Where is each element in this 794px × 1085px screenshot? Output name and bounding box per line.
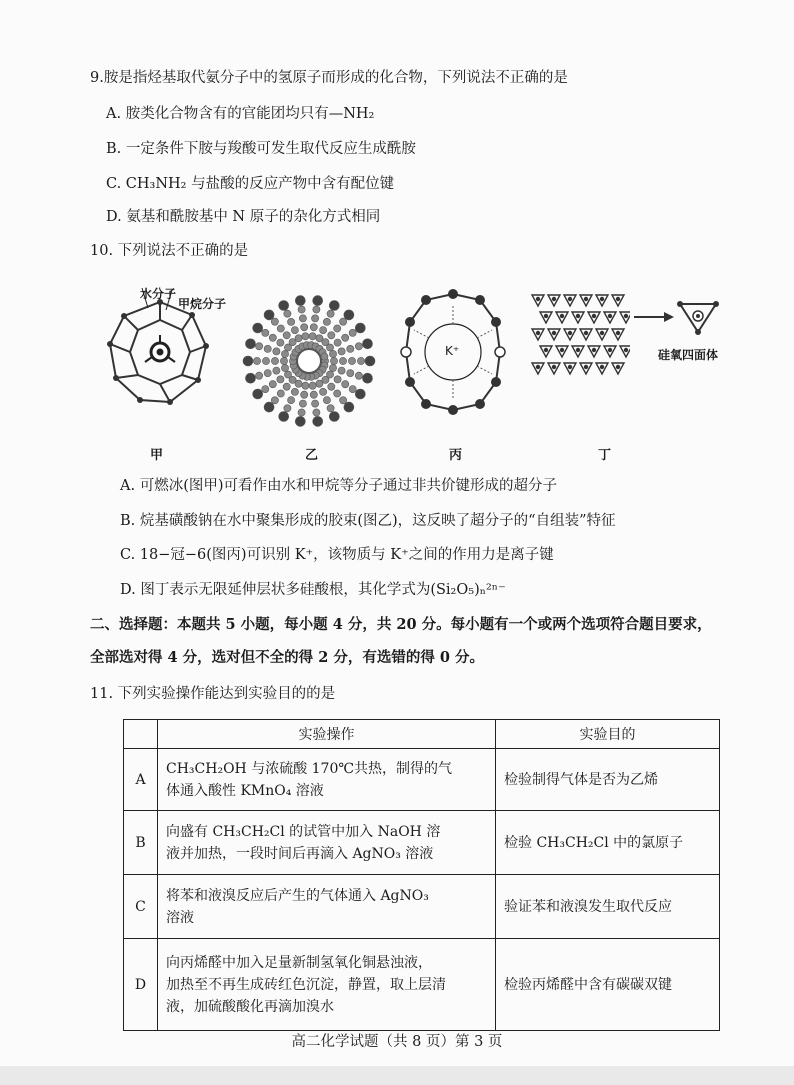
- micelle-molecule-bead: [338, 348, 345, 355]
- micelle-molecule-bead: [277, 325, 284, 332]
- micelle-molecule-bead: [269, 381, 276, 388]
- micelle-molecule-bead: [281, 364, 288, 371]
- silicon-atom: [568, 331, 572, 335]
- silicon-atom: [592, 314, 596, 318]
- micelle-molecule-bead: [363, 373, 373, 383]
- scan-bottom-edge: [0, 1066, 794, 1085]
- micelle-molecule-bead: [313, 416, 323, 426]
- silicon-atom: [600, 297, 604, 301]
- figure-ding-silicate: [530, 292, 630, 382]
- micelle-molecule-bead: [357, 357, 364, 364]
- micelle-molecule-bead: [363, 339, 373, 349]
- micelle-molecule-bead: [277, 339, 284, 346]
- table-header-operation: 实验操作: [158, 720, 496, 749]
- silicon-atom: [584, 297, 588, 301]
- silicon-atom: [536, 297, 540, 301]
- silicon-atom: [600, 365, 604, 369]
- q9-option-c: C. CH₃NH₂ 与盐酸的反应产物中含有配位键: [106, 176, 395, 192]
- micelle-molecule-bead: [355, 343, 362, 350]
- micelle-molecule-bead: [283, 332, 290, 339]
- micelle-molecule-bead: [298, 306, 305, 313]
- micelle-molecule-bead: [302, 382, 309, 389]
- micelle-molecule-bead: [309, 382, 316, 389]
- water-molecule-label: 水分子: [140, 287, 177, 301]
- micelle-molecule-bead: [284, 310, 291, 317]
- micelle-molecule-bead: [313, 306, 320, 313]
- silicon-atom: [576, 314, 580, 318]
- row-operation-line: 液，加硫酸酸化再滴加溴水: [166, 998, 334, 1015]
- q9-option-a: A. 胺类化合物含有的官能团均只有—NH₂: [106, 106, 375, 122]
- row-option: B: [124, 811, 158, 875]
- silicon-atom: [560, 314, 564, 318]
- silicon-atom: [536, 365, 540, 369]
- silicon-atom: [552, 365, 556, 369]
- micelle-molecule-bead: [273, 367, 280, 374]
- micelle-molecule-bead: [316, 380, 323, 387]
- micelle-molecule-bead: [328, 383, 335, 390]
- micelle-molecule-bead: [327, 405, 334, 412]
- silica-tetrahedron-label: 硅氧四面体: [658, 348, 719, 362]
- micelle-molecule-bead: [262, 357, 269, 364]
- micelle-molecule-bead: [264, 370, 271, 377]
- micelle-molecule-bead: [269, 334, 276, 341]
- micelle-molecule-bead: [256, 372, 263, 379]
- silicon-atom: [592, 348, 596, 352]
- row-operation-line: 将苯和液溴反应后产生的气体通入 AgNO₃: [166, 887, 429, 904]
- q9-option-d: D. 氨基和酰胺基中 N 原子的杂化方式相同: [106, 209, 381, 225]
- row-option: A: [124, 749, 158, 811]
- micelle-molecule-bead: [280, 357, 287, 364]
- micelle-molecule-bead: [295, 416, 305, 426]
- micelle-molecule-bead: [327, 310, 334, 317]
- table-row: [124, 939, 720, 1031]
- micelle-molecule-bead: [279, 301, 289, 311]
- silicon-atom: [624, 314, 628, 318]
- micelle-molecule-bead: [334, 339, 341, 346]
- silicon-atom: [568, 297, 572, 301]
- micelle-molecule-bead: [243, 356, 253, 366]
- micelle-molecule-bead: [320, 327, 327, 334]
- micelle-molecule-bead: [295, 296, 305, 306]
- micelle-molecule-bead: [288, 318, 295, 325]
- micelle-molecule-bead: [342, 334, 349, 341]
- q10-stem: 10. 下列说法不正确的是: [90, 243, 249, 259]
- q11-stem: 11. 下列实验操作能达到实验目的的是: [90, 686, 336, 702]
- q10-option-a: A. 可燃冰(图甲)可看作由水和甲烷等分子通过非共价键形成的超分子: [120, 478, 558, 494]
- micelle-molecule-bead: [355, 323, 365, 333]
- micelle-molecule-bead: [295, 335, 302, 342]
- row-operation-line: 体通入酸性 KMnO₄ 溶液: [166, 782, 324, 799]
- silicon-atom: [552, 297, 556, 301]
- silicon-atom: [536, 331, 540, 335]
- micelle-molecule-bead: [271, 397, 278, 404]
- row-operation: [158, 749, 496, 811]
- micelle-molecule-bead: [256, 343, 263, 350]
- micelle-molecule-bead: [262, 386, 269, 393]
- micelle-molecule-bead: [329, 301, 339, 311]
- micelle-molecule-bead: [321, 353, 328, 360]
- experiment-table: [123, 719, 720, 1031]
- micelle-molecule-bead: [348, 357, 355, 364]
- table-header-goal: 实验目的: [496, 720, 720, 749]
- micelle-molecule-bead: [277, 376, 284, 383]
- micelle-molecule-bead: [264, 310, 274, 320]
- table-row: [124, 811, 720, 875]
- silicon-atom: [608, 348, 612, 352]
- micelle-molecule-bead: [264, 345, 271, 352]
- k-plus-label: K⁺: [445, 344, 460, 358]
- row-operation: [158, 939, 496, 1031]
- micelle-molecule-bead: [271, 318, 278, 325]
- micelle-molecule-bead: [329, 412, 339, 422]
- micelle-molecule-bead: [340, 397, 347, 404]
- micelle-molecule-bead: [334, 325, 341, 332]
- row-operation-line: 加热至不再生成砖红色沉淀，静置，取上层清: [166, 976, 446, 993]
- q10-option-b: B. 烷基磺酸钠在水中聚集形成的胶束(图乙)，这反映了超分子的“自组装”特征: [120, 513, 616, 529]
- micelle-molecule-bead: [273, 348, 280, 355]
- silicon-atom: [616, 331, 620, 335]
- table-header-row: [124, 720, 720, 749]
- micelle-molecule-bead: [301, 391, 308, 398]
- row-operation-line: 溶液: [166, 909, 194, 926]
- table-row: [124, 875, 720, 939]
- micelle-molecule-bead: [277, 390, 284, 397]
- micelle-molecule-bead: [355, 389, 365, 399]
- row-operation-line: 向盛有 CH₃CH₂Cl 的试管中加入 NaOH 溶: [166, 823, 441, 840]
- section2-intro-line2: 全部选对得 4 分，选对但不全的得 2 分，有选错的得 0 分。: [90, 649, 485, 666]
- section2-intro-line1: 二、选择题：本题共 5 小题，每小题 4 分，共 20 分。每小题有一个或两个选项符合题目要求，: [90, 616, 712, 633]
- micelle-molecule-bead: [313, 296, 323, 306]
- silicon-atom: [608, 314, 612, 318]
- micelle-molecule-bead: [313, 409, 320, 416]
- arrow-right-icon: [634, 310, 674, 324]
- micelle-molecule-bead: [284, 371, 291, 378]
- figure-bing-label: 丙: [449, 448, 463, 463]
- micelle-molecule-bead: [246, 339, 256, 349]
- micelle-molecule-bead: [330, 357, 337, 364]
- micelle-molecule-bead: [349, 329, 356, 336]
- micelle-molecule-bead: [253, 323, 263, 333]
- silicon-atom: [600, 331, 604, 335]
- row-option: C: [124, 875, 158, 939]
- micelle-molecule-bead: [246, 373, 256, 383]
- row-goal: 检验丙烯醛中含有碳碳双键: [496, 939, 720, 1031]
- micelle-molecule-bead: [323, 318, 330, 325]
- micelle-molecule-bead: [288, 397, 295, 404]
- micelle-molecule-bead: [271, 357, 278, 364]
- micelle-molecule-bead: [347, 345, 354, 352]
- micelle-molecule-bead: [302, 333, 309, 340]
- q10-option-d: D. 图丁表示无限延伸层状多硅酸根，其化学式为(Si₂O₅)ₙ²ⁿ⁻: [120, 582, 506, 598]
- row-operation: [158, 875, 496, 939]
- q10-option-c: C. 18−冠−6(图丙)可识别 K⁺，该物质与 K⁺之间的作用力是离子键: [120, 547, 554, 563]
- row-operation-line: 向丙烯醛中加入足量新制氢氧化铜悬浊液，: [166, 954, 432, 971]
- micelle-molecule-bead: [329, 364, 336, 371]
- row-operation-line: CH₃CH₂OH 与浓硫酸 170℃共热，制得的气: [166, 760, 453, 777]
- row-option: D: [124, 939, 158, 1031]
- micelle-molecule-bead: [323, 397, 330, 404]
- silicon-atom: [624, 348, 628, 352]
- micelle-molecule-bead: [344, 310, 354, 320]
- micelle-molecule-bead: [283, 383, 290, 390]
- table-header-option: [124, 720, 158, 749]
- micelle-molecule-bead: [291, 327, 298, 334]
- micelle-molecule-bead: [326, 344, 333, 351]
- micelle-molecule-bead: [312, 400, 319, 407]
- micelle-molecule-bead: [262, 329, 269, 336]
- micelle-molecule-bead: [299, 400, 306, 407]
- silicon-atom: [584, 365, 588, 369]
- micelle-molecule-bead: [344, 402, 354, 412]
- micelle-molecule-bead: [365, 356, 375, 366]
- silicon-atom: [544, 348, 548, 352]
- micelle-molecule-bead: [328, 332, 335, 339]
- micelle-molecule-bead: [291, 388, 298, 395]
- micelle-molecule-bead: [342, 381, 349, 388]
- micelle-molecule-bead: [312, 315, 319, 322]
- micelle-molecule-bead: [253, 357, 260, 364]
- micelle-molecule-bead: [320, 388, 327, 395]
- figure-ding-label: 丁: [598, 448, 612, 463]
- row-goal: 验证苯和液溴发生取代反应: [496, 875, 720, 939]
- silicon-atom: [616, 365, 620, 369]
- micelle-molecule-bead: [309, 333, 316, 340]
- silicon-atom: [616, 297, 620, 301]
- micelle-molecule-bead: [329, 350, 336, 357]
- micelle-molecule-bead: [347, 370, 354, 377]
- silicon-atom: [552, 331, 556, 335]
- table-row: [124, 749, 720, 811]
- methane-molecule-label: 甲烷分子: [178, 297, 227, 311]
- micelle-molecule-bead: [279, 412, 289, 422]
- figure-yi-label: 乙: [305, 448, 319, 463]
- micelle-molecule-bead: [334, 376, 341, 383]
- tetrahedron-icon: [676, 298, 720, 338]
- micelle-molecule-bead: [349, 386, 356, 393]
- micelle-molecule-bead: [264, 402, 274, 412]
- silicon-atom: [576, 348, 580, 352]
- micelle-molecule-bead: [284, 405, 291, 412]
- silicon-atom: [544, 314, 548, 318]
- micelle-molecule-bead: [299, 315, 306, 322]
- micelle-molecule-bead: [339, 357, 346, 364]
- silicon-atom: [584, 331, 588, 335]
- figure-jia-label: 甲: [150, 448, 164, 463]
- row-operation-line: 液并加热，一段时间后再滴入 AgNO₃ 溶液: [166, 845, 434, 862]
- silicon-atom: [568, 365, 572, 369]
- micelle-molecule-bead: [340, 318, 347, 325]
- micelle-molecule-bead: [301, 324, 308, 331]
- figure-yi-micelle: [238, 290, 380, 432]
- row-goal: 检验 CH₃CH₂Cl 中的氯原子: [496, 811, 720, 875]
- q9-stem: 9.胺是指烃基取代氨分子中的氢原子而形成的化合物，下列说法不正确的是: [90, 70, 568, 86]
- page-footer: 高二化学试题（共 8 页）第 3 页: [291, 1034, 503, 1050]
- micelle-molecule-bead: [334, 390, 341, 397]
- silicon-atom: [560, 348, 564, 352]
- q9-option-b: B. 一定条件下胺与羧酸可发生取代反应生成酰胺: [106, 141, 416, 157]
- micelle-molecule-bead: [298, 409, 305, 416]
- micelle-molecule-bead: [310, 324, 317, 331]
- micelle-molecule-bead: [355, 372, 362, 379]
- micelle-molecule-bead: [253, 389, 263, 399]
- micelle-molecule-bead: [310, 391, 317, 398]
- micelle-molecule-bead: [281, 350, 288, 357]
- row-goal: 检验制得气体是否为乙烯: [496, 749, 720, 811]
- micelle-molecule-bead: [338, 367, 345, 374]
- row-operation: [158, 811, 496, 875]
